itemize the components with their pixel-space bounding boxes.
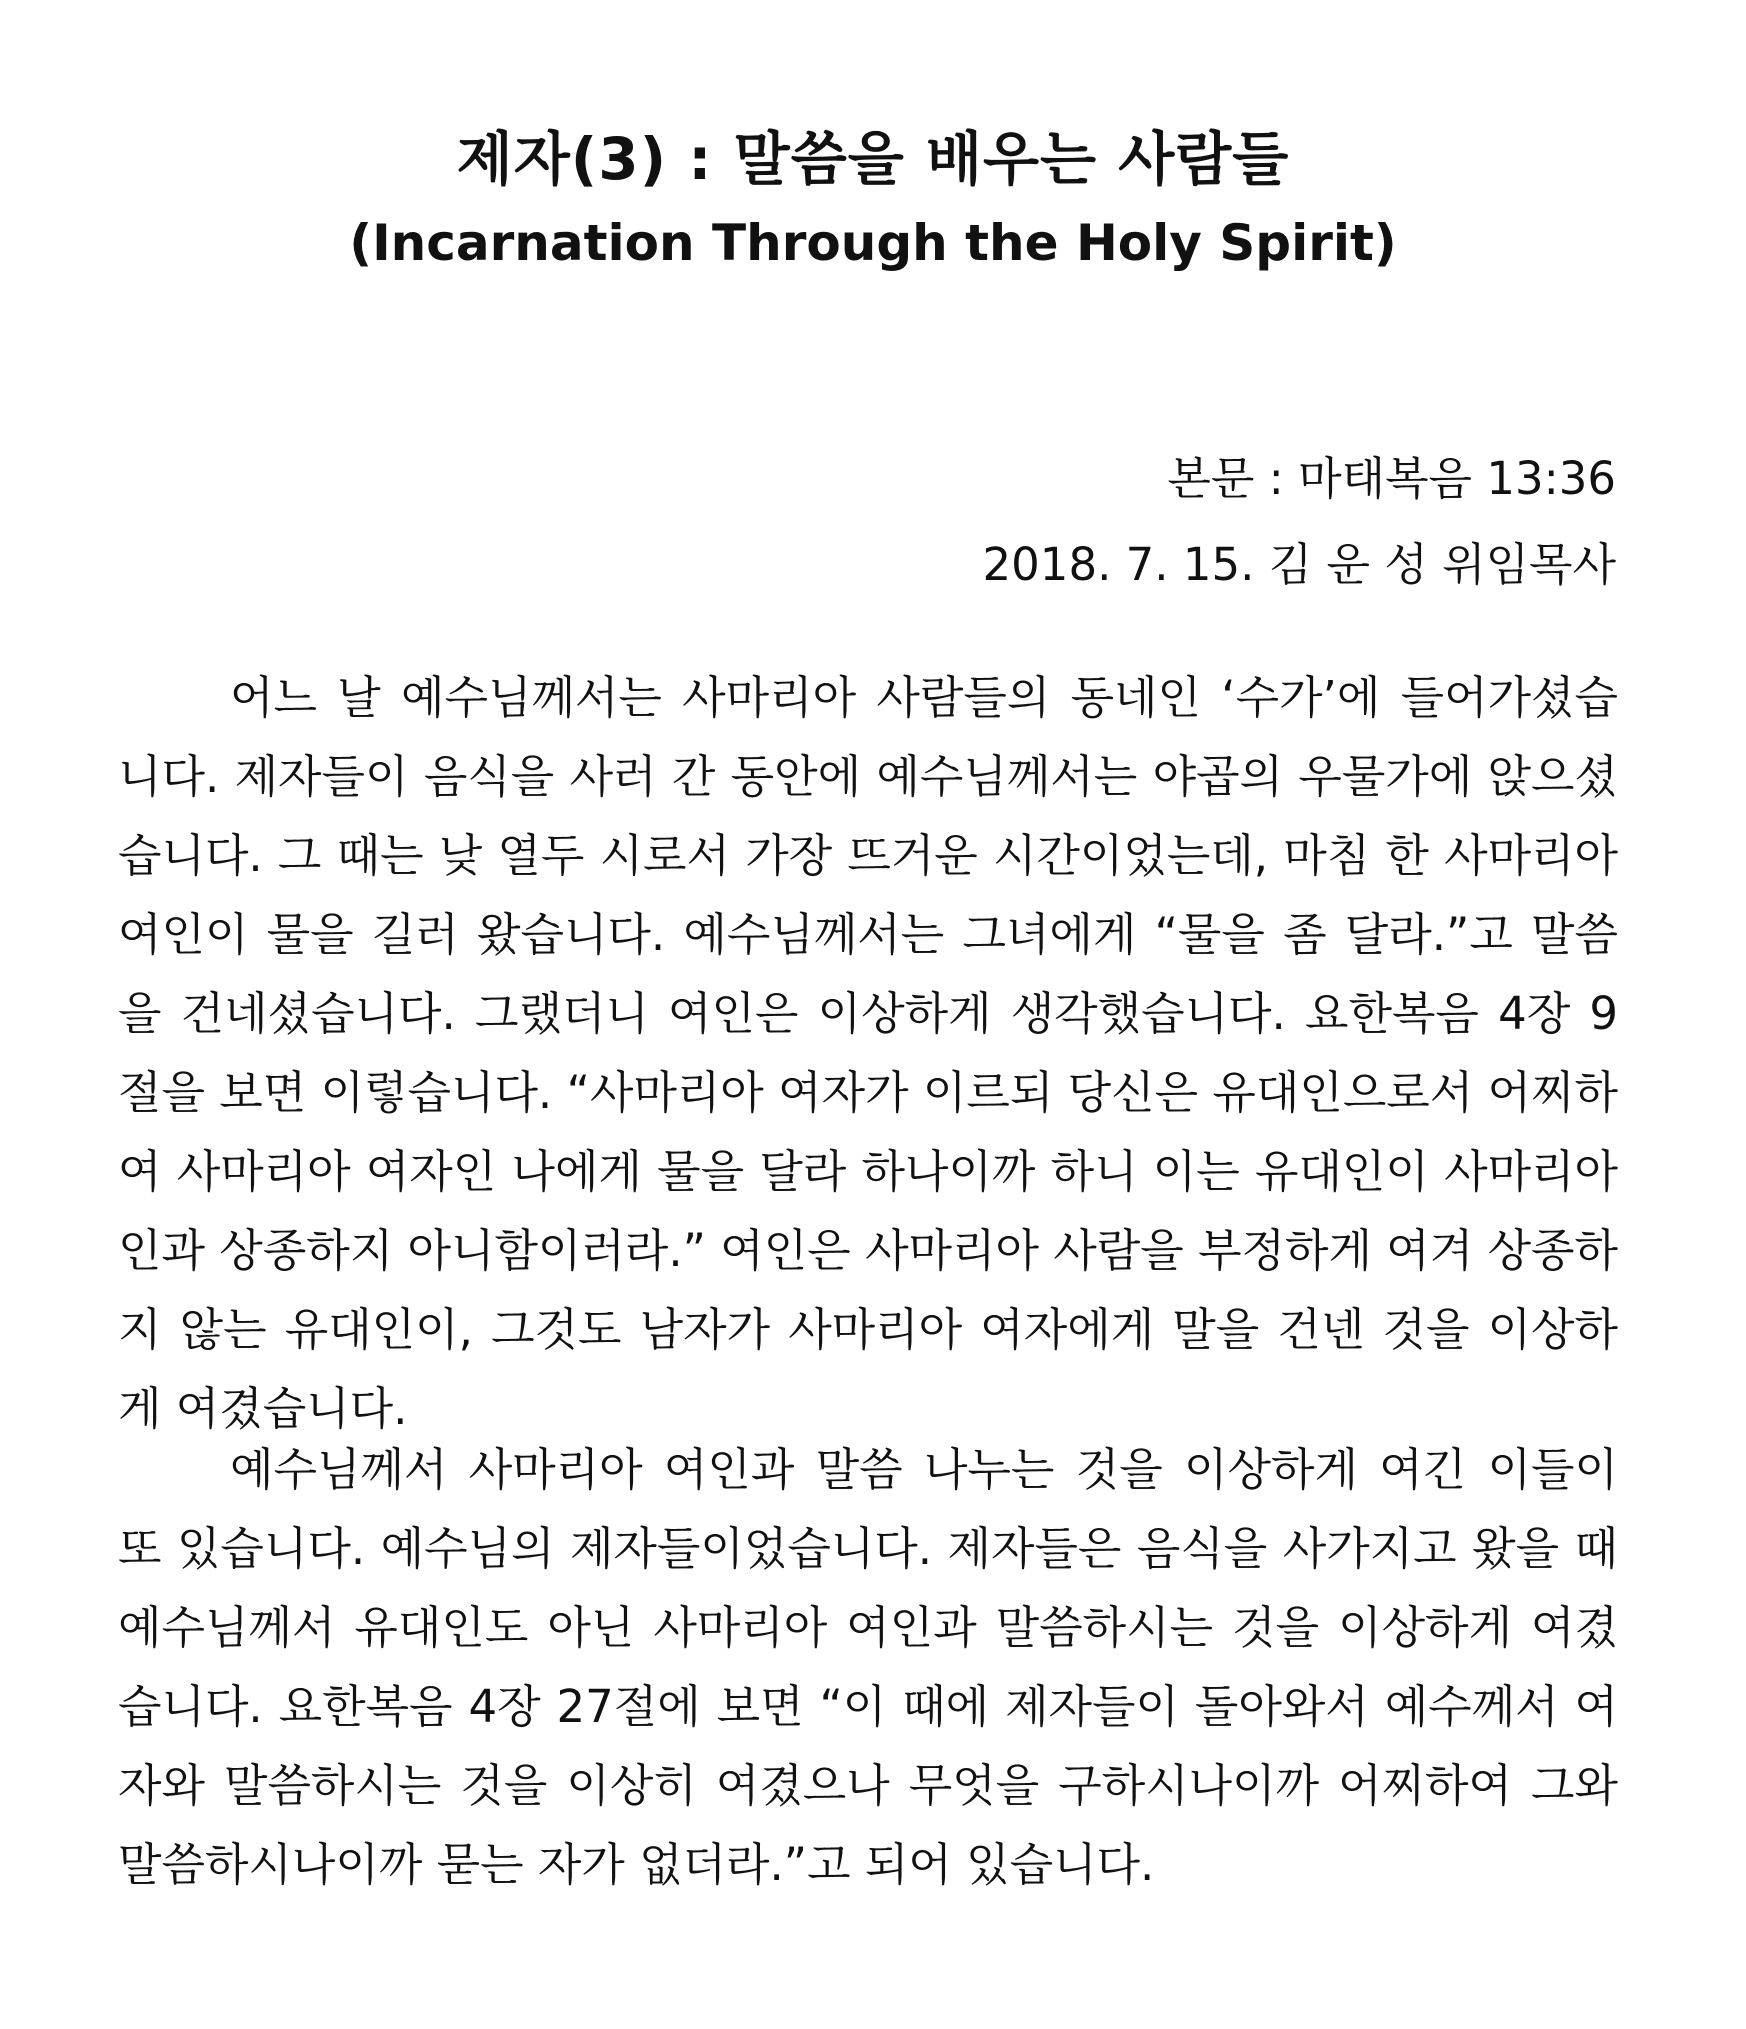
body-paragraph-2: 예수님께서 사마리아 여인과 말씀 나누는 것을 이상하게 여긴 이들이 또 있습니다. 예수님의 제자들이었습니다. 제자들은 음식을 사가지고 왔을 때 예수님께서 유대인도 아닌 사마리아 여인과 말씀하시는 것을 이상하게 여겼습니다. 요한복음 4장 27절에 보면 “이 때에 제자들이 돌아와서 예수께서 여자와 말씀하시는 것을 이상히 여겼으나 무엇을 구하시나이까 어찌하여 그와 말씀하시나이까 묻는 자가 없더라.”고 되어 있습니다.	[118, 1443, 1618, 1891]
scripture-reference: 본문 : 마태복음 13:36	[1167, 452, 1616, 505]
page-title: 제자(3) : 말씀을 배우는 사람들	[456, 125, 1290, 193]
page-subtitle: (Incarnation Through the Holy Spirit)	[349, 214, 1397, 272]
date-author-line: 2018. 7. 15. 김 운 성 위임목사	[982, 538, 1616, 591]
body-paragraph-1: 어느 날 예수님께서는 사마리아 사람들의 동네인 ‘수가’에 들어가셨습니다. 제자들이 음식을 사러 간 동안에 예수님께서는 야곱의 우물가에 앉으셨습니다. 그 때는 낮 열두 시로서 가장 뜨거운 시간이었는데, 마침 한 사마리아 여인이 물을 길러 왔습니다. 예수님께서는 그녀에게 “물을 좀 달라.”고 말씀을 건네셨습니다. 그랬더니 여인은 이상하게 생각했습니다. 요한복음 4장 9절을 보면 이렇습니다. “사마리아 여자가 이르되 당신은 유대인으로서 어찌하여 사마리아 여자인 나에게 물을 달라 하나이까 하니 이는 유대인이 사마리아인과 상종하지 아니함이러라.” 여인은 사마리아 사람을 부정하게 여겨 상종하지 않는 유대인이, 그것도 남자가 사마리아 여자에게 말을 건넨 것을 이상하게 여겼습니다.	[118, 671, 1618, 1435]
